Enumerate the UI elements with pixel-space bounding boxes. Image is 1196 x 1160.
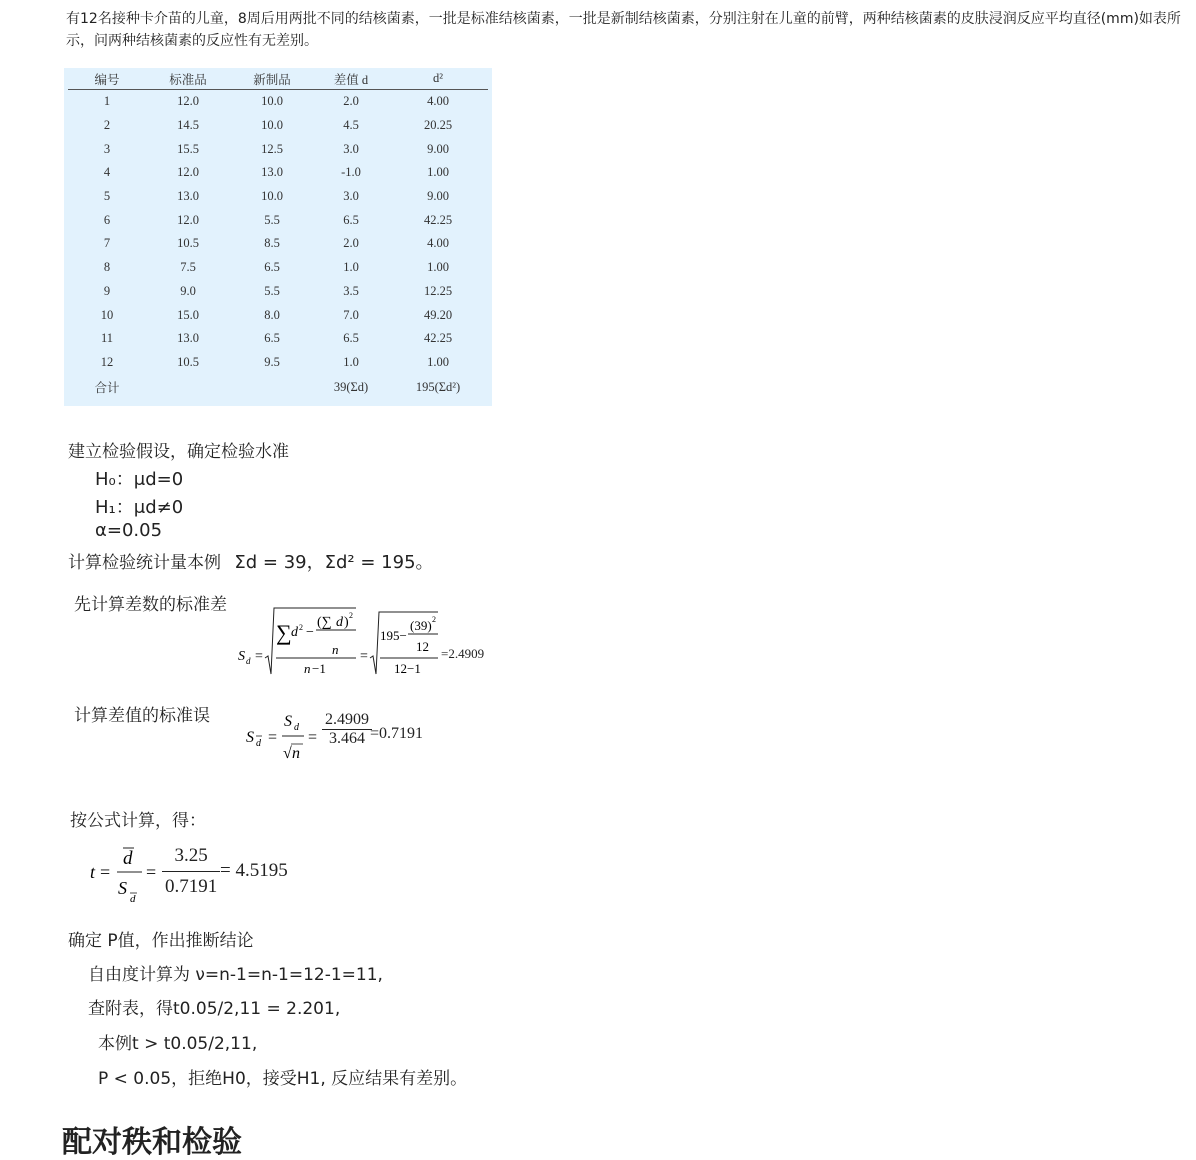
table-row — [68, 327, 488, 351]
svg-text:): ) — [344, 615, 349, 630]
table-row — [68, 256, 488, 280]
next-section-heading-text: 配对秩和检验 — [62, 1125, 242, 1160]
table-cell: 3 — [103, 141, 111, 156]
svg-text:−: − — [306, 625, 314, 640]
t-comparison: 本例t > t0.05/2,11, — [98, 1034, 258, 1054]
svg-text:d: d — [294, 722, 299, 733]
table-cell: 6 — [103, 212, 111, 227]
table-cell: 15.5 — [177, 141, 199, 156]
table-cell: 42.25 — [423, 331, 453, 346]
svg-text:d: d — [336, 615, 343, 630]
table-row — [68, 161, 488, 185]
table-cell: 1.00 — [427, 165, 449, 180]
svg-text:n: n — [292, 745, 300, 762]
table-cell: 13.0 — [177, 331, 199, 346]
table-cell: -1.0 — [341, 165, 361, 180]
svg-text:S: S — [284, 713, 292, 730]
se-denominator: 3.464 — [329, 730, 365, 747]
svg-text:n: n — [304, 661, 311, 676]
table-cell: 12.0 — [177, 212, 199, 227]
table-cell: 10.0 — [261, 118, 283, 133]
step2-sums: Σd = 39，Σd² = 195。 — [234, 552, 434, 573]
step2-title: 计算检验统计量本例 — [68, 553, 221, 573]
sd-result: =2.4909 — [441, 646, 485, 661]
t-fraction — [162, 845, 220, 898]
table-lookup: 查附表，得t0.05/2,11 = 2.201, — [88, 999, 341, 1019]
table-cell: 3.5 — [343, 283, 359, 298]
svg-text:=: = — [255, 649, 263, 664]
table-cell: 7.5 — [180, 260, 196, 275]
table-row — [68, 114, 488, 138]
svg-text:√: √ — [283, 745, 292, 762]
sd-label: 先计算差数的标准差 — [74, 595, 227, 615]
svg-text:=: = — [360, 649, 368, 664]
svg-text:S: S — [238, 649, 245, 664]
svg-text:(39): (39) — [410, 618, 432, 633]
table-cell: 9.00 — [427, 141, 449, 156]
sd-formula — [238, 604, 490, 678]
table-row — [68, 351, 488, 375]
data-table — [64, 68, 492, 406]
svg-text:d: d — [291, 625, 298, 640]
table-cell: 10 — [100, 307, 114, 322]
table-total-row — [68, 374, 488, 400]
sd-formula-graphic — [238, 604, 490, 678]
table-cell: 10.0 — [261, 189, 283, 204]
table-cell: 4 — [103, 165, 111, 180]
step1-title: 建立检验假设，确定检验水准 — [68, 442, 289, 462]
table-cell: 11 — [100, 331, 114, 346]
next-section-heading — [62, 1125, 292, 1160]
table-cell: 12.0 — [177, 165, 199, 180]
se-label: 计算差值的标准误 — [74, 706, 210, 726]
table-cell: 7.0 — [343, 307, 359, 322]
table-cell: 10.0 — [261, 94, 283, 109]
table-row — [68, 185, 488, 209]
svg-text:=: = — [308, 729, 318, 746]
svg-text:d: d — [130, 893, 136, 905]
table-cell: 4.5 — [343, 118, 359, 133]
table-cell: 6.5 — [264, 331, 280, 346]
t-label: 按公式计算，得： — [70, 811, 206, 831]
table-cell: 20.25 — [423, 118, 453, 133]
t-numerator: 3.25 — [162, 845, 220, 872]
table-cell: 8 — [103, 260, 111, 275]
svg-text:=: = — [146, 862, 157, 882]
hypothesis-h1: H₁：μd≠0 — [95, 497, 184, 518]
header-new: 新制品 — [230, 68, 314, 90]
table-header-row — [68, 68, 488, 90]
table-cell: 7 — [103, 236, 111, 251]
svg-text:12−1: 12−1 — [394, 661, 421, 676]
table-cell: 2.0 — [343, 94, 359, 109]
table-cell: 9 — [103, 283, 111, 298]
se-numerator: 2.4909 — [322, 711, 372, 730]
table-cell: 9.0 — [180, 283, 196, 298]
table-cell: 5.5 — [264, 283, 280, 298]
table-cell: 12.5 — [261, 141, 283, 156]
t-formula — [90, 842, 330, 906]
table-cell: 9.5 — [264, 354, 280, 369]
table-cell: 12 — [100, 354, 114, 369]
step3-title: 确定 P值，作出推断结论 — [68, 931, 254, 951]
svg-text:d: d — [246, 656, 251, 666]
svg-text:=: = — [100, 862, 111, 882]
table-cell: 12.25 — [423, 283, 453, 298]
table-row — [68, 137, 488, 161]
alpha-level: α=0.05 — [95, 520, 163, 541]
step2-line — [68, 548, 434, 574]
header-standard: 标准品 — [146, 68, 230, 90]
problem-statement: 有12名接种卡介苗的儿童，8周后用两批不同的结核菌素，一批是标准结核菌素，一批是新制结核菌素，分别注射在儿童的前臂，两种结核菌素的皮肤浸润反应平均直径(mm)如表所示，问两种结核菌素的反应性有无差别。 — [66, 11, 1181, 49]
table-row — [68, 303, 488, 327]
table-cell: 8.5 — [264, 236, 280, 251]
table-cell: 2 — [103, 118, 111, 133]
table-cell: 5 — [103, 189, 111, 204]
svg-text:S: S — [118, 878, 127, 898]
svg-text:S: S — [246, 729, 254, 746]
t-denominator: 0.7191 — [165, 876, 218, 897]
table-cell: 1.0 — [343, 260, 359, 275]
t-formula-graphic — [90, 842, 162, 906]
svg-text:2: 2 — [349, 611, 353, 620]
table-cell: 1.00 — [427, 354, 449, 369]
table-cell: 6.5 — [264, 260, 280, 275]
table-cell: 10.5 — [177, 354, 199, 369]
table-cell: 14.5 — [177, 118, 199, 133]
table-cell: 2.0 — [343, 236, 359, 251]
svg-text:2: 2 — [432, 615, 436, 624]
svg-text:2: 2 — [299, 623, 303, 632]
table-cell: 6.5 — [343, 212, 359, 227]
se-fraction — [322, 711, 372, 748]
table-cell: 10.5 — [177, 236, 199, 251]
table-cell: 12.0 — [177, 94, 199, 109]
table-cell: 6.5 — [343, 331, 359, 346]
header-diff-squared: d² — [388, 68, 488, 90]
table-cell: 49.20 — [423, 307, 453, 322]
table-cell: 4.00 — [427, 94, 449, 109]
svg-text:12: 12 — [416, 639, 429, 654]
table-cell: 1.00 — [427, 260, 449, 275]
svg-text:∑: ∑ — [276, 620, 292, 645]
table-total-cell: 39(Σd) — [333, 379, 369, 394]
table-cell: 3.0 — [343, 141, 359, 156]
table-cell: 5.5 — [264, 212, 280, 227]
svg-text:n: n — [332, 642, 339, 657]
t-result: = 4.5195 — [220, 860, 288, 881]
svg-text:−1: −1 — [312, 661, 326, 676]
table-row — [68, 280, 488, 304]
table-cell: 42.25 — [423, 212, 453, 227]
table-total-cell: 195(Σd²) — [415, 379, 461, 394]
svg-text:d: d — [123, 848, 133, 869]
table-total-cell — [146, 374, 230, 400]
degrees-of-freedom: 自由度计算为 ν=n-1=n-1=12-1=11, — [88, 965, 383, 985]
table-cell: 15.0 — [177, 307, 199, 322]
se-result: =0.7191 — [370, 725, 424, 742]
table-total-cell: 合计 — [94, 381, 120, 396]
table-cell: 13.0 — [177, 189, 199, 204]
conclusion: P < 0.05，拒绝H0，接受H1, 反应结果有差别。 — [98, 1069, 468, 1089]
svg-text:t: t — [90, 862, 96, 882]
table-cell: 3.0 — [343, 189, 359, 204]
hypothesis-h0: H₀：μd=0 — [95, 469, 184, 490]
table-cell: 8.0 — [264, 307, 280, 322]
table-cell: 13.0 — [261, 165, 283, 180]
svg-text:=: = — [268, 729, 278, 746]
header-id: 编号 — [68, 68, 146, 90]
table-cell: 1 — [103, 94, 111, 109]
se-formula — [246, 708, 446, 764]
table-row — [68, 232, 488, 256]
table-cell: 4.00 — [427, 236, 449, 251]
table-row — [68, 90, 488, 114]
svg-text:195−: 195− — [380, 628, 407, 643]
table-row — [68, 208, 488, 232]
header-diff: 差值 d — [314, 68, 388, 90]
table-total-cell — [230, 374, 314, 400]
table-cell: 1.0 — [343, 354, 359, 369]
svg-text:(∑: (∑ — [317, 615, 332, 630]
table-cell: 9.00 — [427, 189, 449, 204]
svg-text:d: d — [256, 738, 261, 749]
